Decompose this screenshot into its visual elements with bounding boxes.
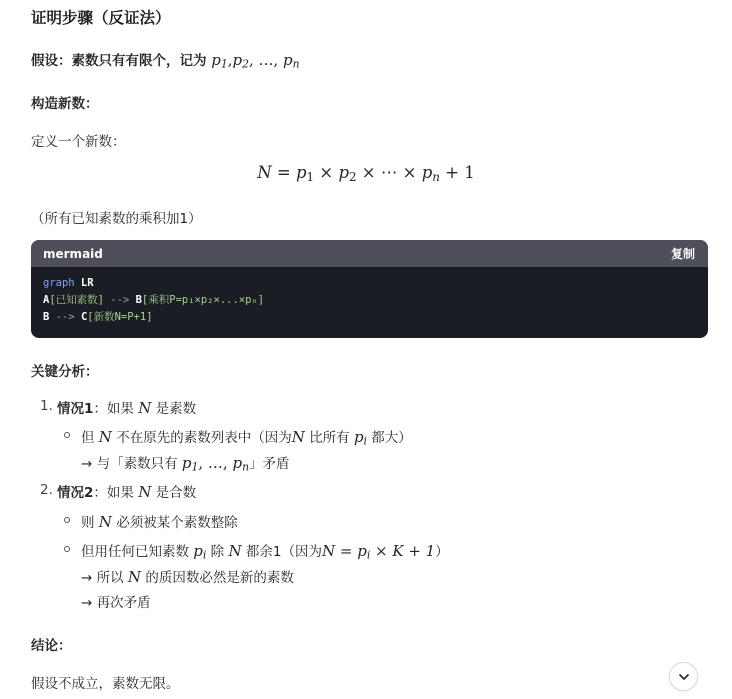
code-language: mermaid bbox=[43, 246, 103, 261]
construct-heading: 构造新数： bbox=[31, 96, 99, 112]
bullet-icon bbox=[64, 432, 70, 438]
case-1-arrow: → 与「素数只有 $p_1$, …, $p_n$」矛盾 bbox=[81, 454, 290, 474]
case-1: 情况1：如果 N 是素数 bbox=[57, 399, 197, 417]
code-line: B --> C[新数N=P+1] bbox=[43, 311, 153, 323]
assumption-math: $p_1,p_2$, …, $p_n$ bbox=[211, 51, 300, 71]
product-formula: $N = p_1 \times p_2$ × ⋯ × $p_n + 1$ bbox=[257, 163, 475, 184]
list-number: 2. bbox=[40, 482, 53, 498]
scroll-down-button[interactable] bbox=[669, 662, 698, 691]
case-2-bullet-2: 但用任何已知素数 $p_i$ 除 N 都余1（因为$N = p_i \times K + 1$） bbox=[81, 542, 449, 562]
conclusion-text: 假设不成立，素数无限。 bbox=[31, 676, 180, 692]
define-text: 定义一个新数： bbox=[31, 134, 126, 150]
case-1-bullet: 但 N 不在原先的素数列表中（因为N 比所有 $p_i$ 都大） bbox=[81, 428, 412, 448]
case-2: 情况2：如果 N 是合数 bbox=[57, 483, 197, 501]
copy-button[interactable]: 复制 bbox=[670, 247, 695, 261]
case-2-bullet-1: 则 N 必须被某个素数整除 bbox=[81, 513, 238, 531]
chevron-down-icon bbox=[677, 670, 691, 684]
code-content bbox=[31, 267, 708, 334]
assumption-line bbox=[31, 49, 300, 71]
bullet-icon bbox=[64, 546, 70, 552]
list-number: 1. bbox=[40, 398, 53, 414]
code-block bbox=[31, 240, 708, 338]
analysis-heading: 关键分析： bbox=[31, 364, 99, 380]
code-header bbox=[31, 240, 708, 267]
case-2-arrow-1: → 所以 N 的质因数必然是新的素数 bbox=[81, 568, 294, 586]
section-title: 证明步骤（反证法） bbox=[31, 9, 171, 27]
assumption-label: 假设：素数只有有限个，记为 bbox=[31, 53, 207, 69]
code-line: A[已知素数] --> B[乘积P=p₁×p₂×...×pₙ] bbox=[43, 294, 265, 306]
case-2-arrow-2: → 再次矛盾 bbox=[81, 595, 151, 611]
code-line: graph LR bbox=[43, 277, 94, 289]
bullet-icon bbox=[64, 517, 70, 523]
conclusion-heading: 结论： bbox=[31, 638, 72, 654]
product-note: （所有已知素数的乘积加1） bbox=[31, 211, 202, 227]
